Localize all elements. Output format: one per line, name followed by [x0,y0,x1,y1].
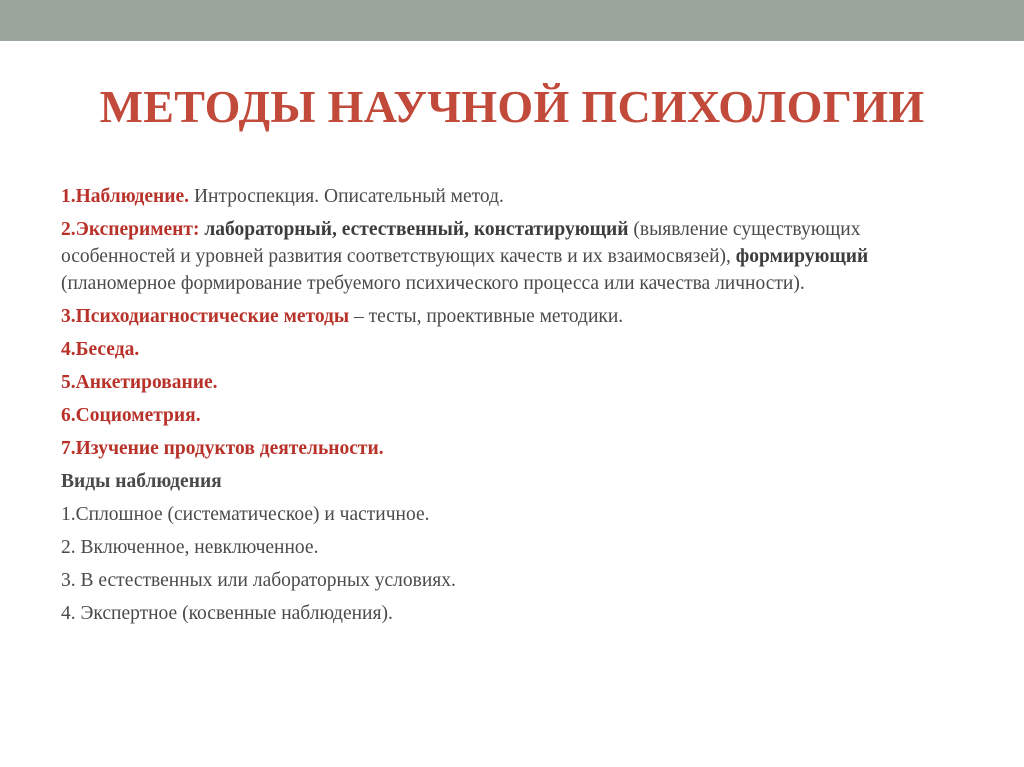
method-label: 3.Психодиагностические методы [61,306,350,327]
method-text: (планомерное формирование требуемого психического процесса или качества личности). [61,273,805,294]
observation-type-item: 2. Включенное, невключенное. [61,537,319,558]
method-psychodiagnostic [61,303,951,330]
method-questionnaire [61,369,951,396]
method-label: 5.Анкетирование. [61,372,218,393]
method-label: 2.Эксперимент: [61,219,200,240]
observation-heading: Виды наблюдения [61,471,222,492]
method-label: 4.Беседа. [61,339,140,360]
method-label: 1.Наблюдение. [61,186,190,207]
observation-type-item: 3. В естественных или лабораторных условиях. [61,570,456,591]
method-text: Интроспекция. Описательный метод. [189,186,504,207]
slide-body [61,183,951,633]
method-observation [61,183,951,210]
observation-type-item: 4. Экспертное (косвенные наблюдения). [61,603,393,624]
observation-type-item: 1.Сплошное (систематическое) и частичное. [61,504,430,525]
method-products-study [61,435,951,462]
slide-title: МЕТОДЫ НАУЧНОЙ ПСИХОЛОГИИ [99,81,925,132]
method-label: 7.Изучение продуктов деятельности. [61,438,384,459]
method-sociometry [61,402,951,429]
method-bold-text: формирующий [735,246,869,267]
method-bold-text: лабораторный, естественный, констатирующий [199,219,629,240]
top-bar [0,0,1024,41]
method-experiment [61,216,951,297]
method-conversation [61,336,951,363]
method-label: 6.Социометрия. [61,405,201,426]
method-text: (выявление существующих особенностей и уровней развития соответствующих качеств и их взаимосвязей), [61,219,861,267]
method-text: – тесты, проективные методики. [349,306,624,327]
